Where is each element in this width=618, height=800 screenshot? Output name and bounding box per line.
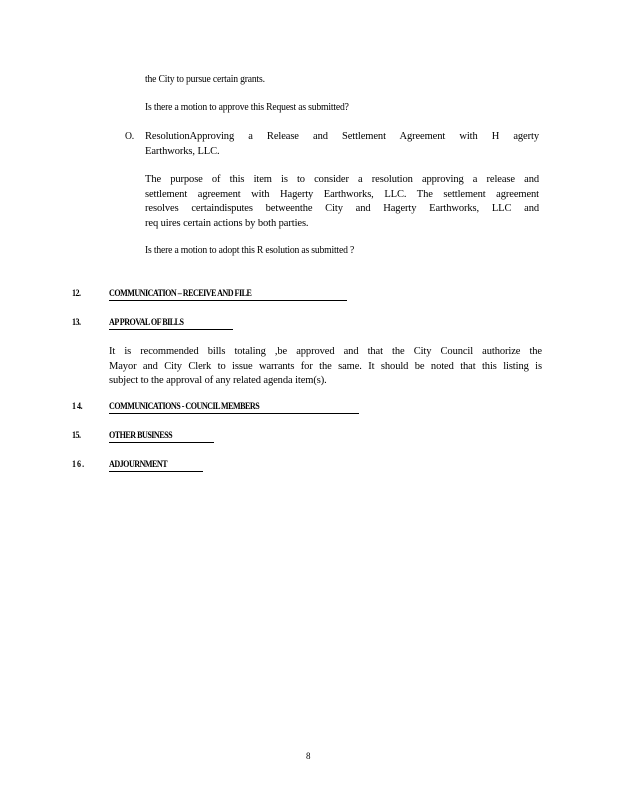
motion-approve-text: Is there a motion to approve this Request as submitted? [145,102,349,113]
section-heading: OTHER BUSINESS [109,431,173,441]
purpose-line: settlement agreement with Hagerty Earthworks, LLC. The settlement agreement [145,188,539,200]
purpose-line: req uires certain actions by both parties. [145,217,309,229]
section-heading: COMMUNICATION – RECEIVE AND FILE [109,289,252,299]
bills-line: subject to the approval of any related agenda item(s). [109,375,327,386]
purpose-line: The purpose of this item is to consider a resolution approving a release and [145,174,539,185]
page-number: 8 [306,751,311,761]
heading-underline [109,471,203,472]
grant-line: the City to pursue certain grants. [145,74,265,85]
heading-underline [109,442,214,443]
heading-underline [109,413,359,414]
section-heading: COMMUNICATIONS - COUNCIL MEMBERS [109,402,260,412]
bills-line: Mayor and City Clerk to issue warrants for the same. It should be noted that this listing is [109,360,542,372]
bills-line: It is recommended bills totaling ,be approved and that the City Council authorize the [109,346,542,357]
section-number: 1 4. [72,402,83,412]
section-number: 1 6 . [72,460,84,470]
section-heading: AP PROVAL OF BILLS [109,318,184,328]
motion-adopt-text: Is there a motion to adopt this R esolution as submitted ? [145,245,355,256]
purpose-line: resolves certaindisputes betweenthe City and Hagerty Earthworks, LLC and [145,203,539,214]
section-number: 15. [72,431,81,441]
section-number: 12. [72,289,81,299]
item-o-letter: O. [125,131,135,142]
item-o-title [145,130,539,159]
item-o-title-line: ResolutionApproving a Release and Settlement Agreement with H agerty [145,131,539,142]
heading-underline [109,329,233,330]
heading-underline [109,300,347,301]
item-o-purpose [145,173,539,231]
section-number: 13. [72,318,81,328]
section-heading: ADJOURNMENT [109,460,168,470]
item-o-title-line: Earthworks, LLC. [145,145,220,157]
bills-paragraph [109,345,542,389]
